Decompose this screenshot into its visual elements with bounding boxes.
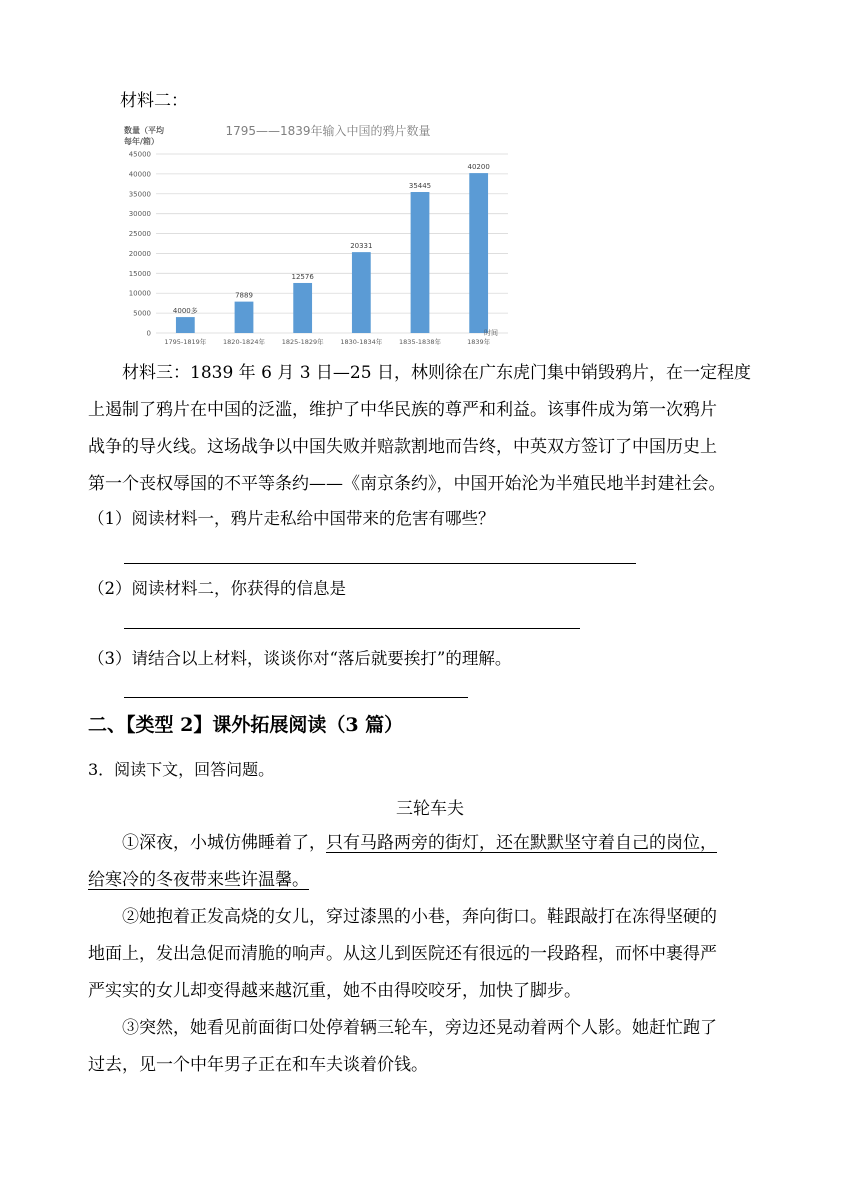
y-axis-label-line2: 每年/箱）	[124, 137, 159, 146]
material3-line: 材料三：1839 年 6 月 3 日—25 日，林则徐在广东虎门集中销毁鸦片，在一定程度	[122, 363, 751, 383]
story-line: 过去，见一个中年男子正在和车夫谈着价钱。	[88, 1055, 428, 1075]
x-tick-label: 1830-1834年	[340, 338, 383, 346]
x-axis-label: 时间	[484, 329, 498, 337]
y-tick-label: 30000	[128, 210, 151, 219]
data-label: 20331	[350, 242, 373, 251]
story-text: ①深夜，小城仿佛睡着了，	[122, 833, 326, 853]
data-label: 4000多	[172, 307, 198, 316]
story-paragraph-1	[88, 825, 778, 899]
section-heading: 二、【类型 2】课外拓展阅读（3 篇）	[88, 714, 404, 736]
y-tick-label: 25000	[128, 230, 151, 239]
bar	[176, 317, 195, 333]
chart-title: 1795——1839年输入中国的鸦片数量	[225, 124, 431, 138]
x-tick-label: 1825-1829年	[281, 338, 324, 346]
data-label: 35445	[408, 182, 432, 191]
y-tick-label: 0	[146, 329, 151, 338]
answer-blank-2[interactable]	[124, 628, 580, 629]
story-line	[88, 825, 778, 862]
story-title: 三轮车夫	[396, 799, 464, 819]
bar	[293, 283, 312, 333]
material3-line: 战争的导火线。这场战争以中国失败并赔款割地而告终，中英双方签订了中国历史上	[88, 437, 717, 457]
question-3-prompt: 3．阅读下文，回答问题。	[88, 760, 275, 779]
x-tick-label: 1820-1824年	[223, 338, 265, 346]
bar	[411, 192, 430, 333]
data-label: 7889	[235, 291, 253, 300]
story-line: ③突然，她看见前面街口处停着辆三轮车，旁边还晃动着两个人影。她赶忙跑了	[122, 1018, 717, 1038]
x-tick-label: 1835-1838年	[399, 338, 441, 346]
y-tick-label: 20000	[128, 249, 151, 258]
y-tick-label: 10000	[128, 289, 151, 298]
opium-import-bar-chart	[116, 118, 516, 348]
story-line: ②她抱着正发高烧的女儿，穿过漆黑的小巷，奔向街口。鞋跟敲打在冻得坚硬的	[122, 907, 717, 927]
story-line	[88, 862, 778, 899]
y-tick-label: 35000	[128, 190, 151, 199]
question-3: （3）请结合以上材料，谈谈你对“落后就要挨打”的理解。	[88, 649, 512, 668]
y-axis-label-line1: 数量（平均	[124, 126, 164, 135]
bar	[469, 173, 488, 333]
story-paragraph-2	[88, 899, 778, 1010]
underlined-sentence: 给寒冷的冬夜带来些许温馨。	[88, 870, 309, 890]
story-line: 严实实的女儿却变得越来越沉重，她不由得咬咬牙，加快了脚步。	[88, 981, 581, 1001]
material3-line: 上遏制了鸦片在中国的泛滥，维护了中华民族的尊严和利益。该事件成为第一次鸦片	[88, 400, 717, 420]
y-tick-label: 40000	[128, 170, 151, 179]
y-tick-label: 5000	[133, 309, 151, 318]
x-tick-label: 1795-1819年	[164, 338, 207, 346]
material2-label: 材料二：	[120, 91, 188, 111]
question-2: （2）阅读材料二，你获得的信息是	[88, 579, 346, 598]
data-label: 12576	[291, 272, 314, 281]
material3-paragraph	[88, 355, 778, 503]
answer-blank-1[interactable]	[124, 563, 636, 564]
story-line: 地面上，发出急促而清脆的响声。从这儿到医院还有很远的一段路程，而怀中裹得严	[88, 944, 717, 964]
story-paragraph-3	[88, 1010, 778, 1084]
question-1: （1）阅读材料一，鸦片走私给中国带来的危害有哪些？	[88, 509, 495, 528]
bar	[235, 302, 254, 333]
y-tick-label: 45000	[128, 150, 151, 159]
data-label: 40200	[467, 163, 490, 172]
underlined-sentence: 只有马路两旁的街灯，还在默默坚守着自己的岗位，	[326, 833, 717, 853]
material3-line: 第一个丧权辱国的不平等条约——《南京条约》，中国开始沦为半殖民地半封建社会。	[88, 474, 726, 494]
bar	[352, 252, 371, 333]
x-tick-label: 1839年	[467, 338, 491, 346]
y-tick-label: 15000	[128, 269, 151, 278]
answer-blank-3[interactable]	[124, 697, 468, 698]
